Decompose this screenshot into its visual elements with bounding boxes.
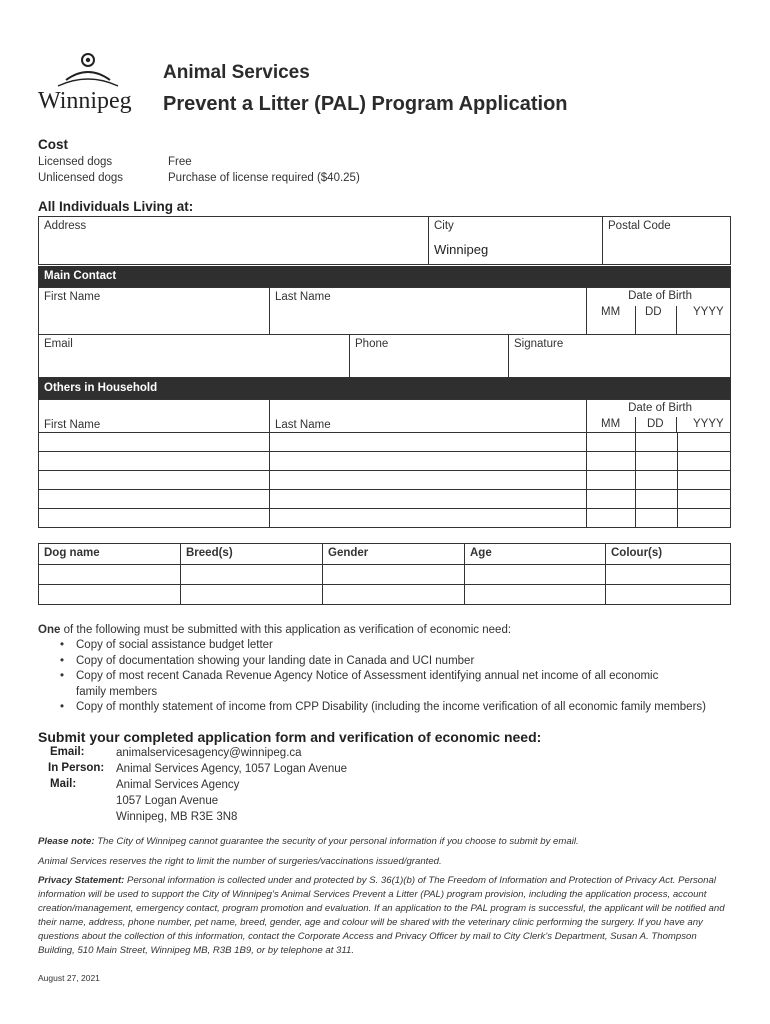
verification-section [38, 622, 738, 716]
verification-intro [38, 622, 738, 638]
email-field[interactable] [39, 335, 350, 378]
dob-yyyy-cell[interactable] [677, 306, 730, 335]
address-field[interactable] [39, 217, 429, 265]
submit-person-value: Animal Services Agency, 1057 Logan Avenue [116, 763, 348, 775]
main-contact-table [38, 287, 731, 335]
cost-value-licensed: Free [168, 156, 192, 168]
privacy-statement-bold: Privacy Statement: [38, 875, 125, 886]
submit-mail-label: Mail: [50, 778, 77, 790]
age-header [465, 544, 606, 565]
submit-email-label: Email: [50, 746, 85, 758]
postal-code-field[interactable] [603, 217, 731, 265]
list-item: • Copy of monthly statement of income from CPP Disability (including the income verification of all economic family members) [76, 700, 731, 716]
main-contact-table-2 [38, 334, 731, 378]
city-label: City [434, 220, 454, 232]
table-row [39, 509, 731, 528]
table-row [39, 565, 731, 585]
city-logo [36, 50, 136, 120]
main-dob-field [587, 288, 731, 335]
verification-intro-text: of the following must be submitted with this application as verification of economic need: [60, 624, 512, 636]
submit-mail-line-3: Winnipeg, MB R3E 3N8 [116, 811, 238, 823]
list-item: • Copy of most recent Canada Revenue Agency Notice of Assessment identifying annual net income of all economic family members [76, 669, 676, 700]
department-heading: Animal Services [163, 62, 310, 83]
colour-header [606, 544, 731, 565]
please-note-bold: Please note: [38, 836, 95, 847]
dob-mm-label: MM [601, 306, 621, 318]
last-name-label: Last Name [275, 291, 331, 303]
reserve-note: Animal Services reserves the right to limit the number of surgeries/vaccinations issued/granted. [38, 856, 442, 867]
city-field[interactable] [429, 217, 603, 265]
verification-intro-bold: One [38, 624, 61, 636]
others-dd-label: DD [647, 418, 664, 430]
first-name-label: First Name [44, 291, 101, 303]
others-last-name-label: Last Name [275, 419, 331, 431]
please-note-text: The City of Winnipeg cannot guarantee the security of your personal information if you choose to submit by email. [94, 836, 579, 847]
main-first-name-field[interactable] [39, 288, 270, 335]
gender-label: Gender [328, 547, 369, 559]
cost-heading: Cost [38, 137, 68, 152]
others-bar [38, 378, 731, 399]
list-item: • Copy of social assistance budget letter [76, 638, 731, 654]
city-value: Winnipeg [434, 242, 489, 257]
others-yyyy-label: YYYY [693, 418, 724, 430]
dog-table-header [39, 544, 731, 565]
table-row [39, 490, 731, 509]
submit-heading: Submit your completed application form and verification of economic need: [38, 729, 542, 745]
main-contact-bar [38, 266, 731, 287]
footer-date: August 27, 2021 [38, 973, 100, 983]
page-title: Prevent a Litter (PAL) Program Application [163, 93, 568, 115]
signature-field[interactable] [509, 335, 731, 378]
table-row [39, 452, 731, 471]
others-heading: Others in Household [44, 382, 158, 394]
submit-mail-line-1: Animal Services Agency [116, 779, 240, 791]
cost-value-unlicensed: Purchase of license required ($40.25) [168, 172, 360, 184]
dob-yyyy-label: YYYY [693, 306, 724, 318]
submit-email-value[interactable]: animalservicesagency@winnipeg.ca [116, 747, 302, 759]
dog-name-label: Dog name [44, 547, 100, 559]
dog-name-header [39, 544, 181, 565]
breed-label: Breed(s) [186, 547, 233, 559]
logo-wordmark: Winnipeg [38, 88, 132, 114]
dob-dd-label: DD [645, 306, 662, 318]
dob-mm-cell[interactable] [587, 306, 636, 335]
breed-header [181, 544, 323, 565]
cost-label-licensed: Licensed dogs [38, 156, 113, 168]
email-label: Email [44, 338, 73, 350]
others-mm-col [587, 417, 636, 433]
gender-header [323, 544, 465, 565]
others-last-name-header [270, 400, 587, 433]
address-section-heading: All Individuals Living at: [38, 199, 194, 214]
privacy-statement-text: Personal information is collected under and protected by S. 36(1)(b) of The Freedom of Information and Protection of Privacy Act. Personal information will be used to support the City of Winnipeg’s Animal Services Prevent a Litter (PAL) program provision, including the application process, account creation/management, emergency contact, program promotion and evaluation. If an application to the PAL program is successful, the applicant will be notified and their name, address, phone number, pet name, breed, gender, age and colour will be shared with the veterinary clinic performing the surgery. If you have any questions about the collection of this information, contact the Corporate Access and Privacy Officer by mail to City Clerk’s Department, Susan A. Thompson Building, 510 Main Street, Winnipeg MB, R3B 1B9, or by telephone at 311. [38, 875, 725, 956]
dob-label: Date of Birth [628, 290, 692, 302]
submit-person-label: In Person: [48, 762, 105, 774]
cost-label-unlicensed: Unlicensed dogs [38, 172, 124, 184]
others-rows [38, 432, 731, 528]
others-mm-label: MM [601, 418, 621, 430]
main-contact-heading: Main Contact [44, 270, 117, 282]
phone-label: Phone [355, 338, 389, 350]
please-note [38, 835, 738, 849]
submit-mail-line-2: 1057 Logan Avenue [116, 795, 219, 807]
others-first-name-label: First Name [44, 419, 101, 431]
others-dob-header [587, 400, 731, 433]
postal-code-label: Postal Code [608, 220, 671, 232]
address-label: Address [44, 220, 87, 232]
table-row [39, 585, 731, 605]
colour-label: Colour(s) [611, 547, 663, 559]
list-item: • Copy of documentation showing your landing date in Canada and UCI number [76, 654, 731, 670]
table-row [39, 471, 731, 490]
signature-label: Signature [514, 338, 564, 350]
others-yyyy-col [677, 417, 730, 433]
main-last-name-field[interactable] [270, 288, 587, 335]
privacy-statement [38, 874, 731, 958]
address-table [38, 216, 731, 265]
dog-table [38, 543, 731, 605]
logo-emblem-icon [36, 50, 136, 92]
table-row [39, 433, 731, 452]
age-label: Age [470, 547, 492, 559]
others-table [38, 399, 731, 433]
dob-dd-cell[interactable] [635, 306, 677, 335]
verification-list [38, 638, 731, 716]
others-dob-label: Date of Birth [628, 402, 692, 414]
others-dd-col [635, 417, 677, 433]
phone-field[interactable] [350, 335, 509, 378]
others-first-name-header [39, 400, 270, 433]
